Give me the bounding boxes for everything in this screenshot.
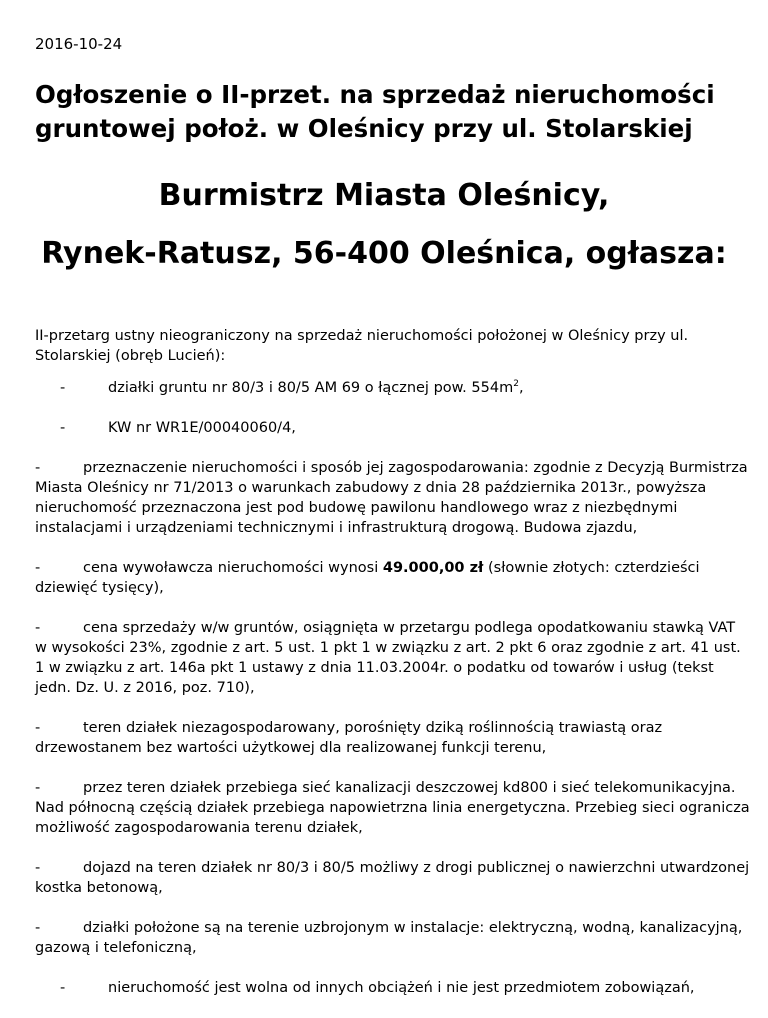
list-item: [35, 558, 750, 598]
list-dash: -: [35, 620, 41, 636]
list-dash: -: [35, 780, 41, 796]
list-item: [35, 918, 750, 958]
list-dash: -: [60, 980, 66, 996]
list-dash: -: [35, 560, 41, 576]
conditions-list: [35, 378, 750, 1018]
list-item: [35, 858, 750, 898]
item-parcels-sup: 2: [513, 379, 519, 389]
item-purpose: przeznaczenie nieruchomości i sposób jej zagospodarowania: zgodnie z Decyzją Burmistrza Miasta Oleśnicy nr 71/2013 o warunkach zabudowy z dnia 28 października 2013r., powyższa nieruchomość przeznaczona jest pod budowę pawilonu handlowego wraz z niezbędnymi instalacjami i urządzeniami technicznymi i infrastrukturą drogową. Budowa zjazdu,: [35, 460, 748, 536]
list-dash: -: [35, 860, 41, 876]
heading-address: Rynek-Ratusz, 56-400 Oleśnica, ogłasza:: [41, 236, 727, 271]
item-price-value: 49.000,00 zł: [382, 560, 484, 576]
list-item: [35, 458, 750, 538]
list-dash: -: [35, 720, 41, 736]
item-land-register: KW nr WR1E/00040060/4,: [108, 420, 296, 436]
list-item: [35, 718, 750, 758]
document-title: Ogłoszenie o II-przet. na sprzedaż nieruchomości gruntowej położ. w Oleśnicy przy ul. Stolarskiej: [35, 80, 715, 143]
list-dash: -: [35, 460, 41, 476]
item-price-post: (słownie złotych: czterdzieści dziewięć tysięcy),: [35, 560, 700, 596]
document-date: 2016-10-24: [35, 35, 123, 53]
item-access: dojazd na teren działek nr 80/3 i 80/5 możliwy z drogi publicznej o nawierzchni utwardzonej kostka betonową,: [35, 860, 750, 896]
list-item: [60, 418, 750, 438]
item-encumbrances: nieruchomość jest wolna od innych obciążeń i nie jest przedmiotem zobowiązań,: [108, 980, 695, 996]
item-price-pre: cena wywoławcza nieruchomości wynosi: [83, 560, 383, 576]
list-dash: -: [35, 920, 41, 936]
list-item: [60, 978, 750, 998]
item-utilities: działki położone są na terenie uzbrojonym w instalacje: elektryczną, wodną, kanalizacyjną, gazową i telefoniczną,: [35, 920, 743, 956]
list-dash: -: [60, 420, 66, 436]
list-item: [35, 778, 750, 838]
intro-paragraph: II-przetarg ustny nieograniczony na sprzedaż nieruchomości położonej w Oleśnicy przy ul. Stolarskiej (obręb Lucień):: [35, 328, 689, 364]
item-vat: cena sprzedaży w/w gruntów, osiągnięta w przetargu podlega opodatkowaniu stawką VAT w wysokości 23%, zgodnie z art. 5 ust. 1 pkt 1 w związku z art. 2 pkt 6 oraz zgodnie z art. 41 ust. 1 w związku z art. 146a pkt 1 ustawy z dnia 11.03.2004r. o podatku od towarów i usług (tekst jedn. Dz. U. z 2016, poz. 710),: [35, 620, 741, 696]
item-parcels-tail: ,: [518, 380, 524, 396]
list-dash: -: [60, 380, 66, 396]
list-item: [60, 378, 750, 398]
list-item: [35, 618, 750, 698]
item-terrain: teren działek niezagospodarowany, porośnięty dziką roślinnością trawiastą oraz drzewostanem bez wartości użytkowej dla realizowanej funkcji terenu,: [35, 720, 663, 756]
item-networks: przez teren działek przebiega sieć kanalizacji deszczowej kd800 i sieć telekomunikacyjna. Nad północną częścią działek przebiega napowietrzna linia energetyczna. Przebieg sieci ogranicza możliwość zagospodarowania terenu działek,: [35, 780, 750, 836]
item-parcels-text: działki gruntu nr 80/3 i 80/5 AM 69 o łącznej pow. 554m: [108, 380, 514, 396]
heading-mayor: Burmistrz Miasta Oleśnicy,: [158, 178, 610, 213]
